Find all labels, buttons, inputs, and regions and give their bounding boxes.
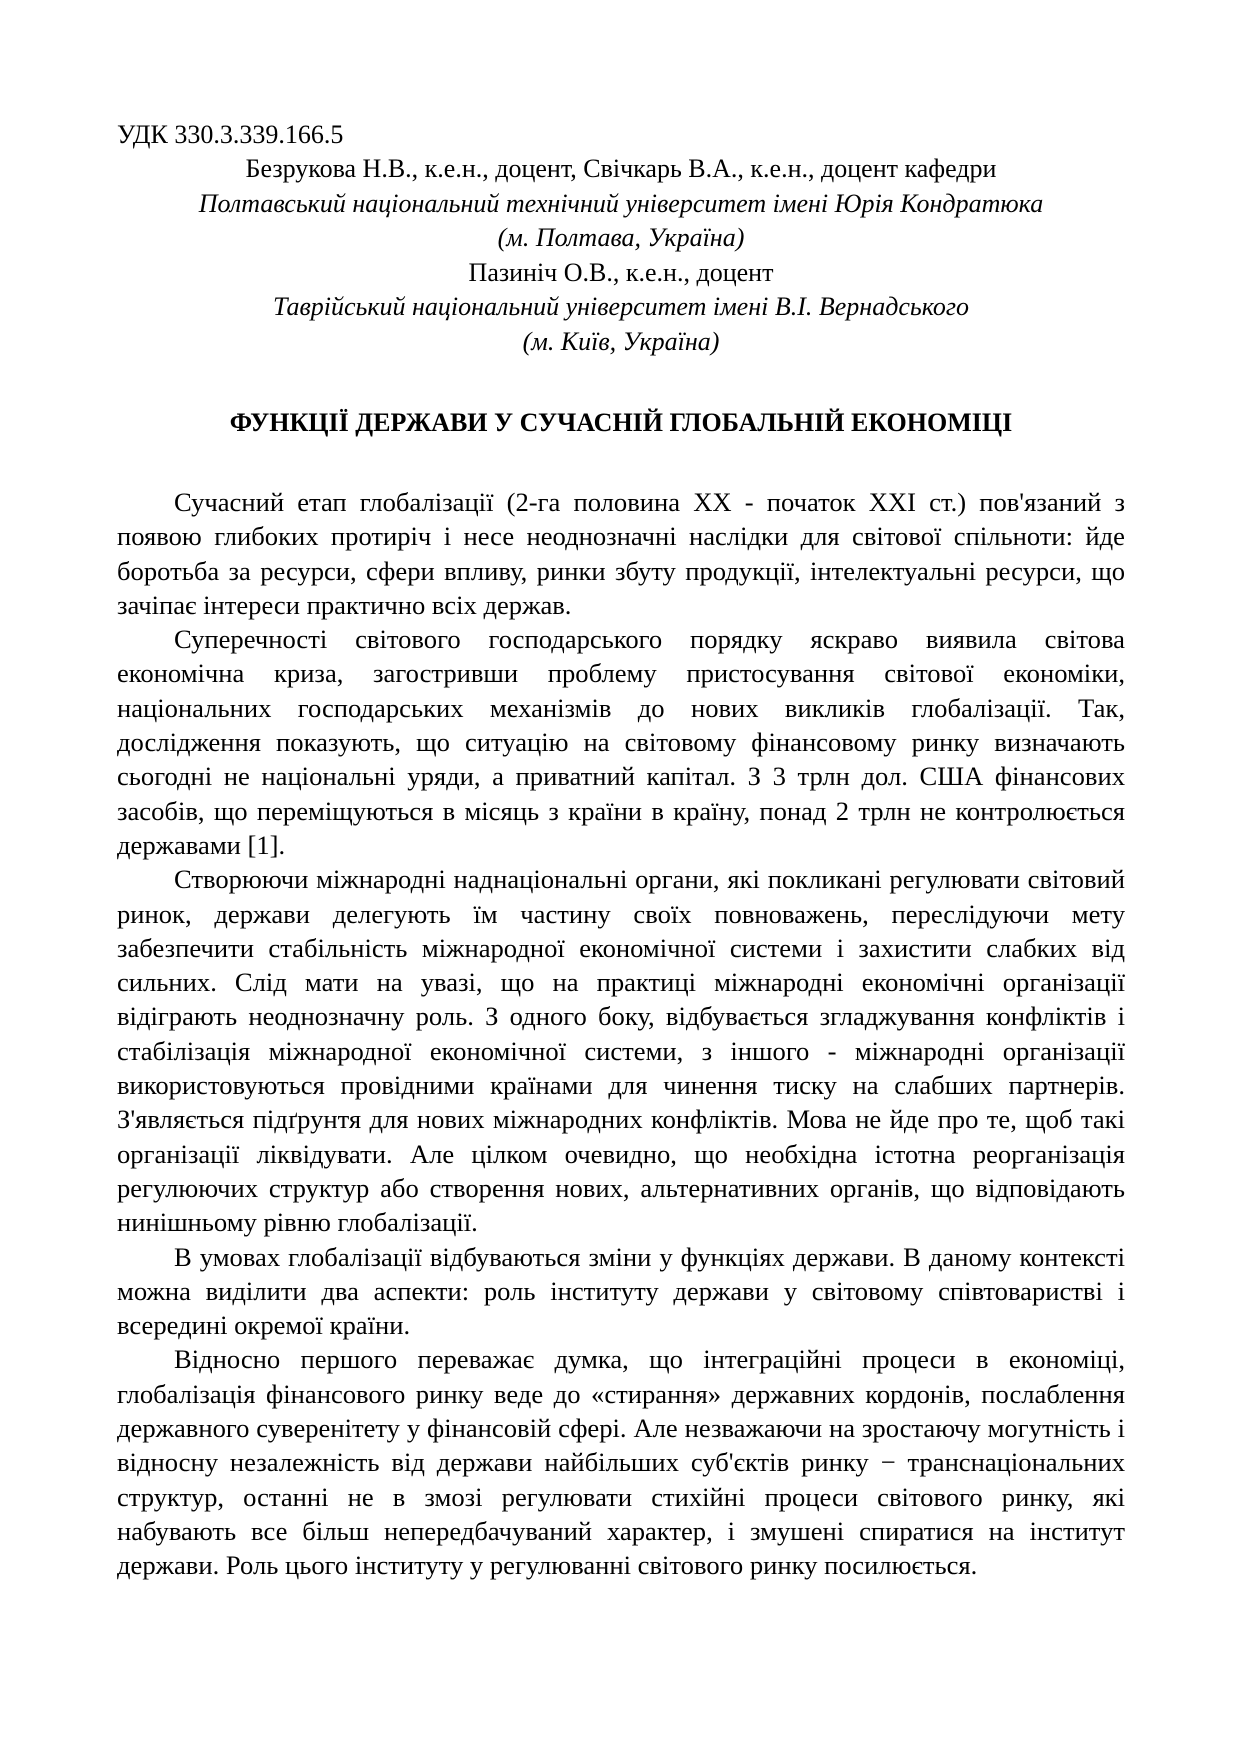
paragraph-3: Створюючи міжнародні наднаціональні органи, які покликані регулювати світовий ринок, держави делегують їм частину своїх повноважень, переслідуючи мету забезпечити стабільність міжнародної економічної системи і захистити слабких від сильних. Слід мати на увазі, що на практиці міжнародні економічні організації відіграють неоднозначну роль. З одного боку, відбувається згладжування конфліктів і стабілізація міжнародної економічної системи, з іншого - міжнародні організації використовуються провідними країнами для чинення тиску на слабших партнерів. З'являється підґрунтя для нових міжнародних конфліктів. Мова не йде про те, щоб такі організації ліквідувати. Але цілком очевидно, що необхідна істотна реорганізація регулюючих структур або створення нових, альтернативних органів, що відповідають нинішньому рівню глобалізації. bbox=[117, 864, 1125, 1238]
affiliation-1: Полтавський національний технічний університет імені Юрія Кондратюка bbox=[198, 188, 1044, 218]
article-body bbox=[117, 485, 1125, 1583]
article-title: ФУНКЦІЇ ДЕРЖАВИ У СУЧАСНІЙ ГЛОБАЛЬНІЙ ЕКОНОМІЦІ bbox=[229, 408, 1013, 437]
location-2: (м. Київ, Україна) bbox=[522, 326, 720, 356]
paragraph-1: Сучасний етап глобалізації (2-га половина ХХ - початок ХХІ ст.) пов'язаний з появою глибоких протиріч і несе неоднозначні наслідки для світової спільноти: йде боротьба за ресурси, сфери впливу, ринки збуту продукції, інтелектуальні ресурси, що зачіпає інтереси практично всіх держав. bbox=[117, 487, 1125, 620]
udk-code: УДК 330.3.339.166.5 bbox=[117, 120, 344, 149]
affiliation-2: Таврійський національний університет імені В.І. Вернадського bbox=[272, 292, 970, 321]
paragraph-5: Відносно першого переважає думка, що інтеграційні процеси в економіці, глобалізація фінансового ринку веде до «стирання» державних кордонів, послаблення державного суверенітету у фінансовій сфері. Але незважаючи на зростаючу могутність і відносну незалежність від держави найбільших суб'єктів ринку − транснаціональних структур, останні не в змозі регулювати стихійні процеси світового ринку, які набувають все більш непередбачуваний характер, і змушені спиратися на інститут держави. Роль цього інституту у регулюванні світового ринку посилюється. bbox=[117, 1344, 1125, 1581]
location-1: (м. Полтава, Україна) bbox=[497, 223, 745, 252]
document-page bbox=[117, 118, 1125, 1583]
authors-line-2: Пазиніч О.В., к.е.н., доцент bbox=[468, 257, 774, 287]
authors-line-1: Безрукова Н.В., к.е.н., доцент, Свічкарь В.А., к.е.н., доцент кафедри bbox=[245, 154, 997, 183]
paragraph-4: В умовах глобалізації відбуваються зміни у функціях держави. В даному контексті можна виділити два аспекти: роль інституту держави у світовому співтоваристві і всередині окремої країни. bbox=[117, 1241, 1125, 1341]
paragraph-2: Суперечності світового господарського порядку яскраво виявила світова економічна криза, загостривши проблему пристосування світової економіки, національних господарських механізмів до нових викликів глобалізації. Так, дослідження показують, що ситуацію на світовому фінансовому ринку визначають сьогодні не національні уряди, а приватний капітал. З 3 трлн дол. США фінансових засобів, що переміщуються в місяць з країни в країну, понад 2 трлн не контролюється державами [1]. bbox=[117, 624, 1125, 860]
